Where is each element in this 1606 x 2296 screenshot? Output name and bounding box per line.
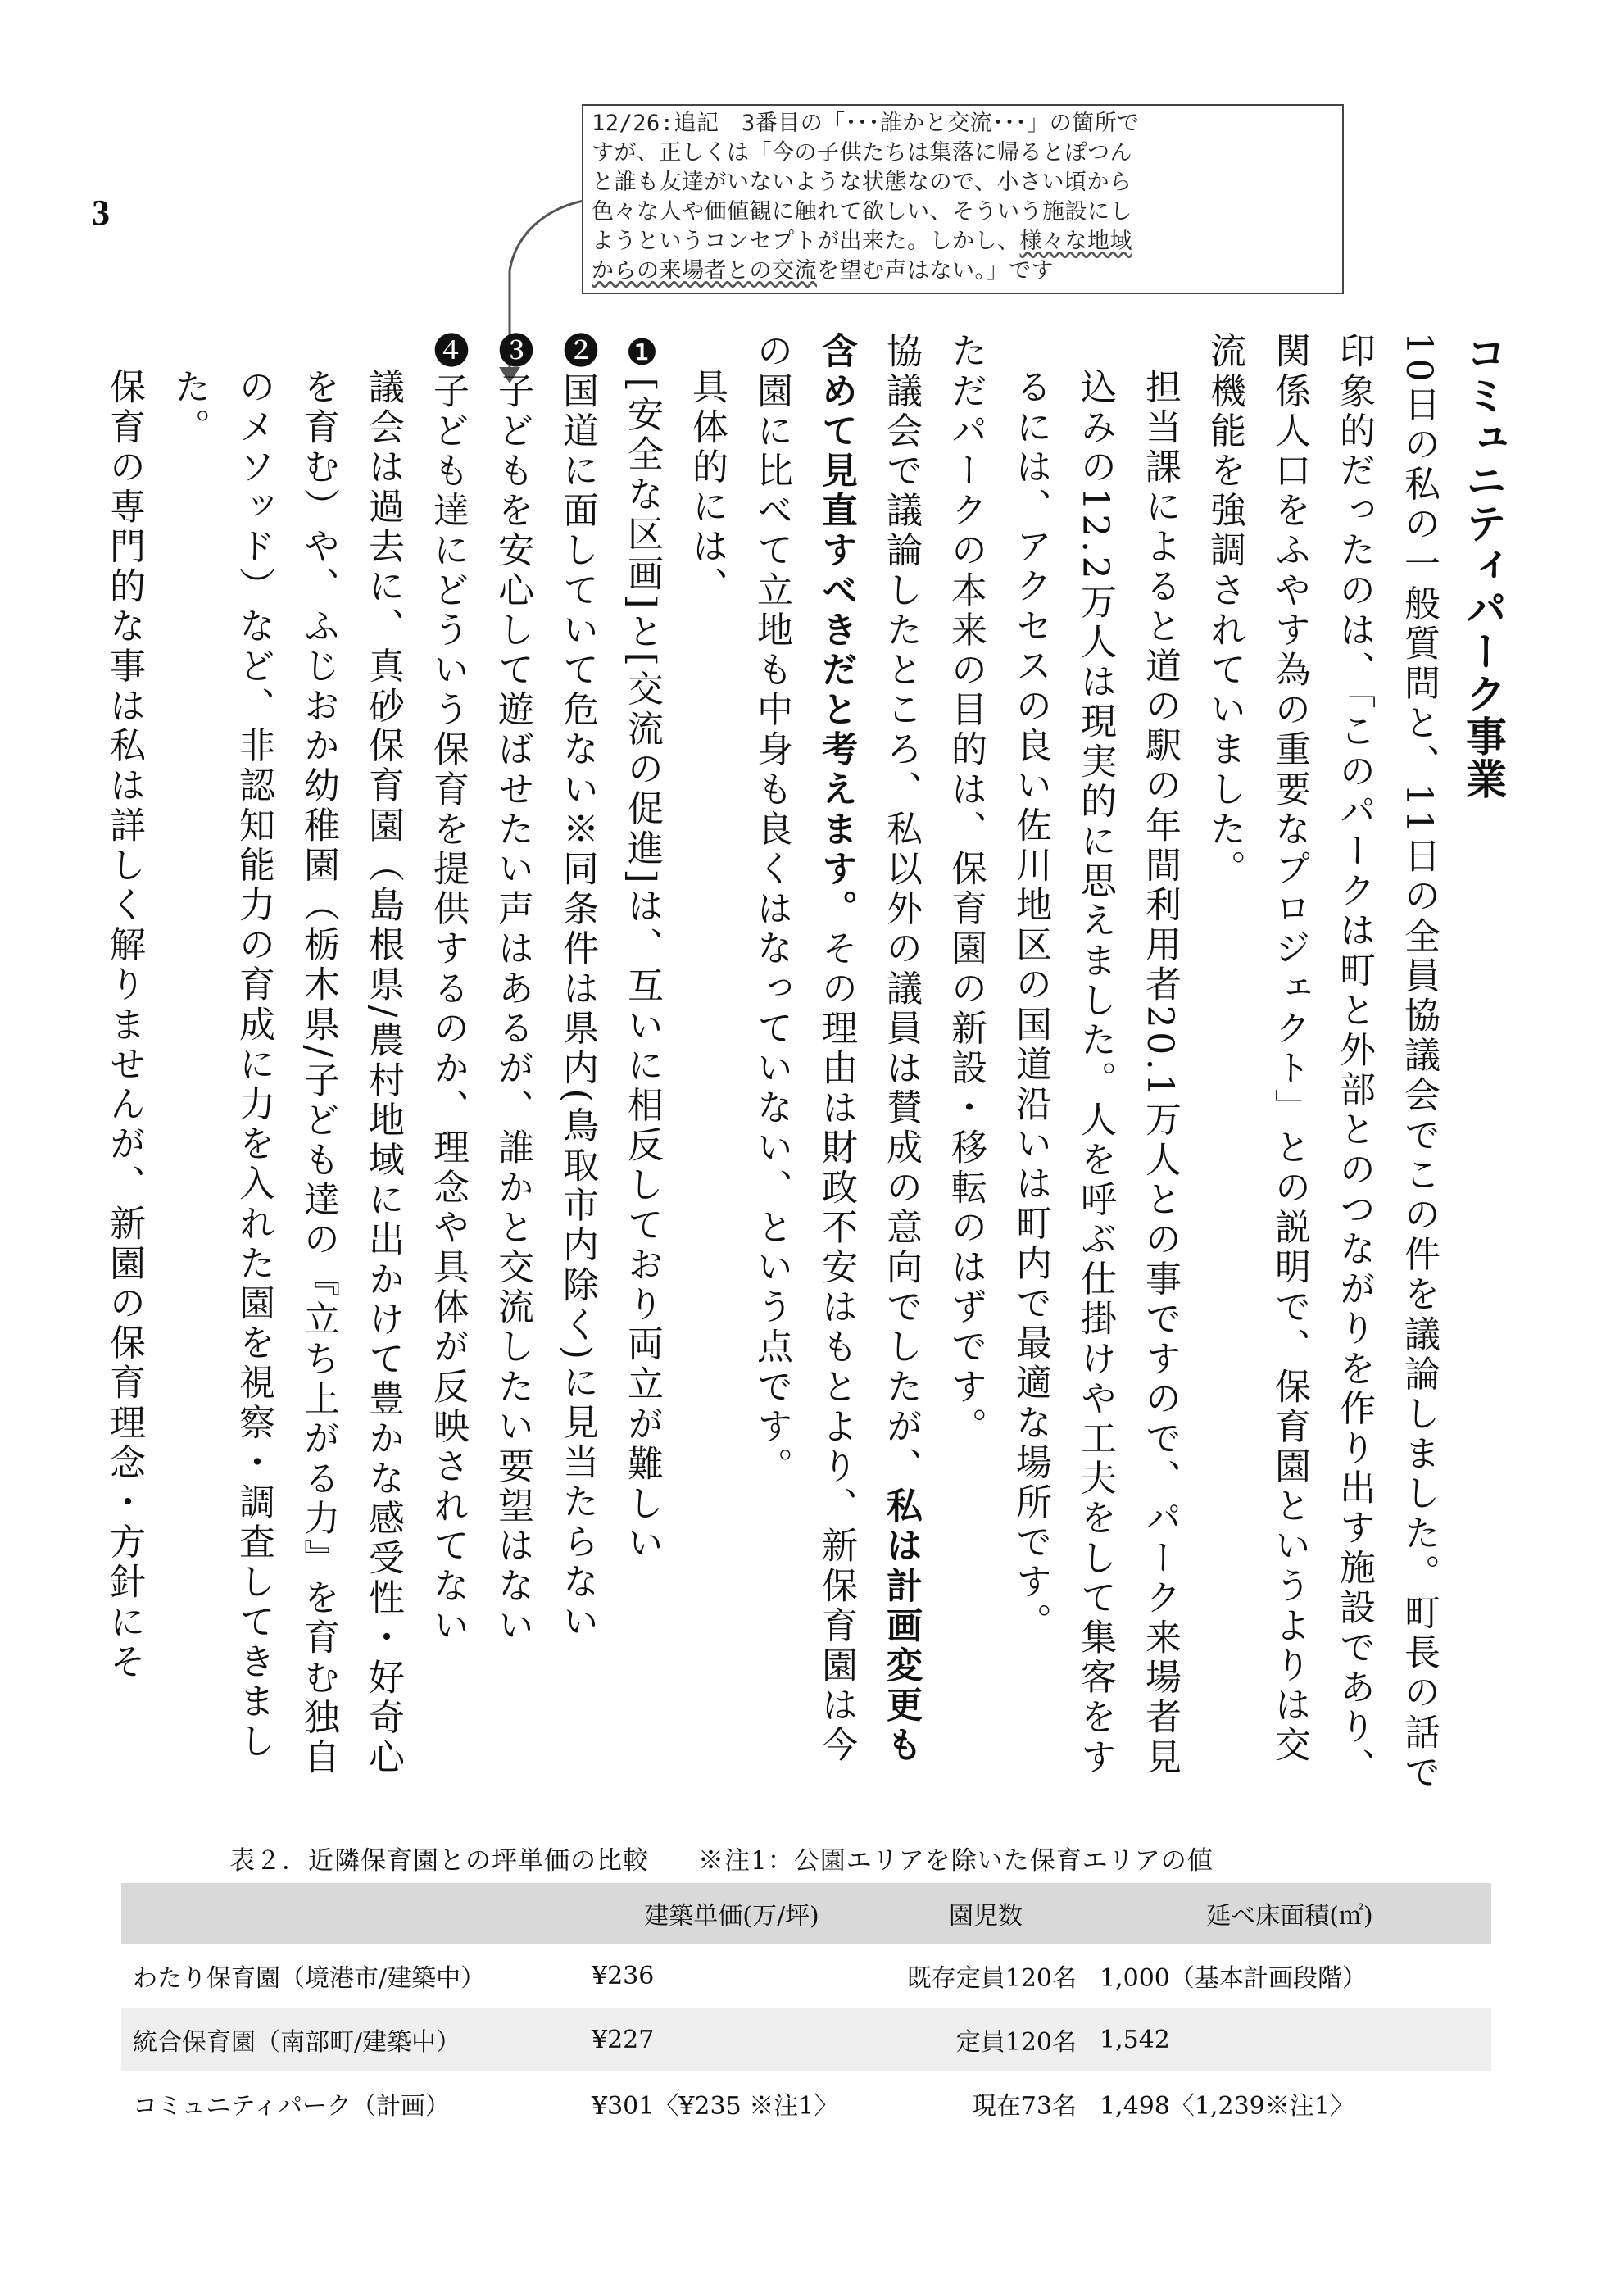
list-item: ❷国道に面していて危ない※同条件は県内(鳥取市内除く)に見当たらない [556,332,598,1642]
header-cell: 建築単価(万/坪) [580,1883,883,1944]
table-title: 表２．近隣保育園との坪単価の比較 [229,1846,649,1876]
note-line: 色々な人や価値観に触れて欲しい、そういう施設にし [592,199,1132,225]
paragraph: 議会は過去に、真砂保育園（島根県/農村地域に出かけて豊かな感受性・好奇心を育む）や、ふじおか幼稚園（栃木県/子ども達の『立ち上がる力』を育む独自のメソッド）など、非認知能力の育成に力を入れた園を視察・調査してきました。 [168,368,404,1778]
table-header-row [121,1883,1491,1944]
note-line: すが、正しくは「今の子供たちは集落に帰るとぽつん [592,140,1132,166]
paragraph: 保育の専門的な事は私は詳しく解りませんが、新園の保育理念・方針にそ [103,368,145,1682]
table-cell: 既存定員120名 [906,1964,1077,1993]
article-body [103,332,1516,1803]
list-item: ❸子どもを安心して遊ばせたい声はあるが、誰かと交流したい要望はない [492,332,533,1646]
table-cell: 1,000（基本計画段階） [1100,1964,1367,1993]
table-row [121,2071,1491,2135]
table-cell: 1,498〈1,239※注1〉 [1100,2092,1354,2121]
note-line: と誰も友達がいないような状態なので、小さい頃から [592,170,1132,195]
header-cell: 延べ床面積(㎡) [1088,1883,1491,1944]
table-cell: 統合保育園（南部町/建築中） [121,2008,580,2071]
table-caption [229,1840,1214,1876]
note-line: ようというコンセプトが出来た。しかし、様々な地域 [592,229,1132,254]
list-item: ❹子ども達にどういう保育を提供するのか、理念や具体が反映されてない [427,332,469,1646]
note-underlined-text: 様々な地域 [1019,229,1132,254]
note-line: 12/26:追記 3番目の「･･･誰かと交流･･･」の箇所で [592,111,1140,136]
table-cell: ¥236 [592,1961,655,1990]
paragraph: 担当課によると道の駅の年間利用者20.1万人との事ですので、パーク来場者見込みの12.2万人は現実的に思えました。人を呼ぶ仕掛けや工夫をして集客をするには、アクセスの良い佐川地区の国道沿いは町内で最適な場所です。 [1009,368,1181,1778]
table-row [121,2008,1491,2071]
note-underlined-text: からの来場者との交流 [592,258,817,284]
table-cell: ¥301〈¥235 ※注1〉 [592,2092,839,2121]
table-cell: ¥227 [580,2008,883,2071]
paragraph: ただパークの本来の目的は、保育園の新設・移転のはずです。 [945,332,987,1447]
header-cell [121,1883,580,1944]
table-cell: 現在73名 [971,2092,1077,2121]
header-cell: 園児数 [883,1883,1088,1944]
emphasis-text: 私は計画変更も含めて見直すべきだと考えます。 [815,332,922,1766]
comparison-table [121,1883,1491,2135]
table-cell: コミュニティパーク（計画） [133,2092,450,2121]
page-number: 3 [92,193,110,233]
article-title: コミュニティパーク事業 [1459,332,1508,801]
paragraph: 10日の私の一般質問と、11日の全員協議会でこの件を議論しました。町長の話で印象的だったのは、「このパークは町と外部とのつながりを作り出す施設であり、関係人口をふやす為の重要なプロジェクト」との説明で、保育園というよりは交流機能を強調されていました。 [1204,332,1440,1793]
table-cell: 1,542 [1088,2008,1491,2071]
table-cell: 定員120名 [883,2008,1088,2071]
paragraph: 協議会で議論したところ、私以外の議員は賛成の意向でしたが、私は計画変更も含めて見直すべきだと考えます。その理由は財政不安はもとより、新保育園は今の園に比べて立地も中身も良くはなっていない、という点です。 [751,332,922,1766]
table-row [121,1944,1491,2008]
paragraph: 具体的には、 [686,368,728,607]
table-cell: わたり保育園（境港市/建築中） [133,1964,486,1993]
list-item: ❶[安全な区画]と[交流の促進]は、互いに相反しており両立が難しい [621,332,663,1564]
note-line: からの来場者との交流を望む声はない。」です [592,258,1054,284]
table-note: ※注1：公園エリアを除いた保育エリアの値 [698,1846,1214,1876]
